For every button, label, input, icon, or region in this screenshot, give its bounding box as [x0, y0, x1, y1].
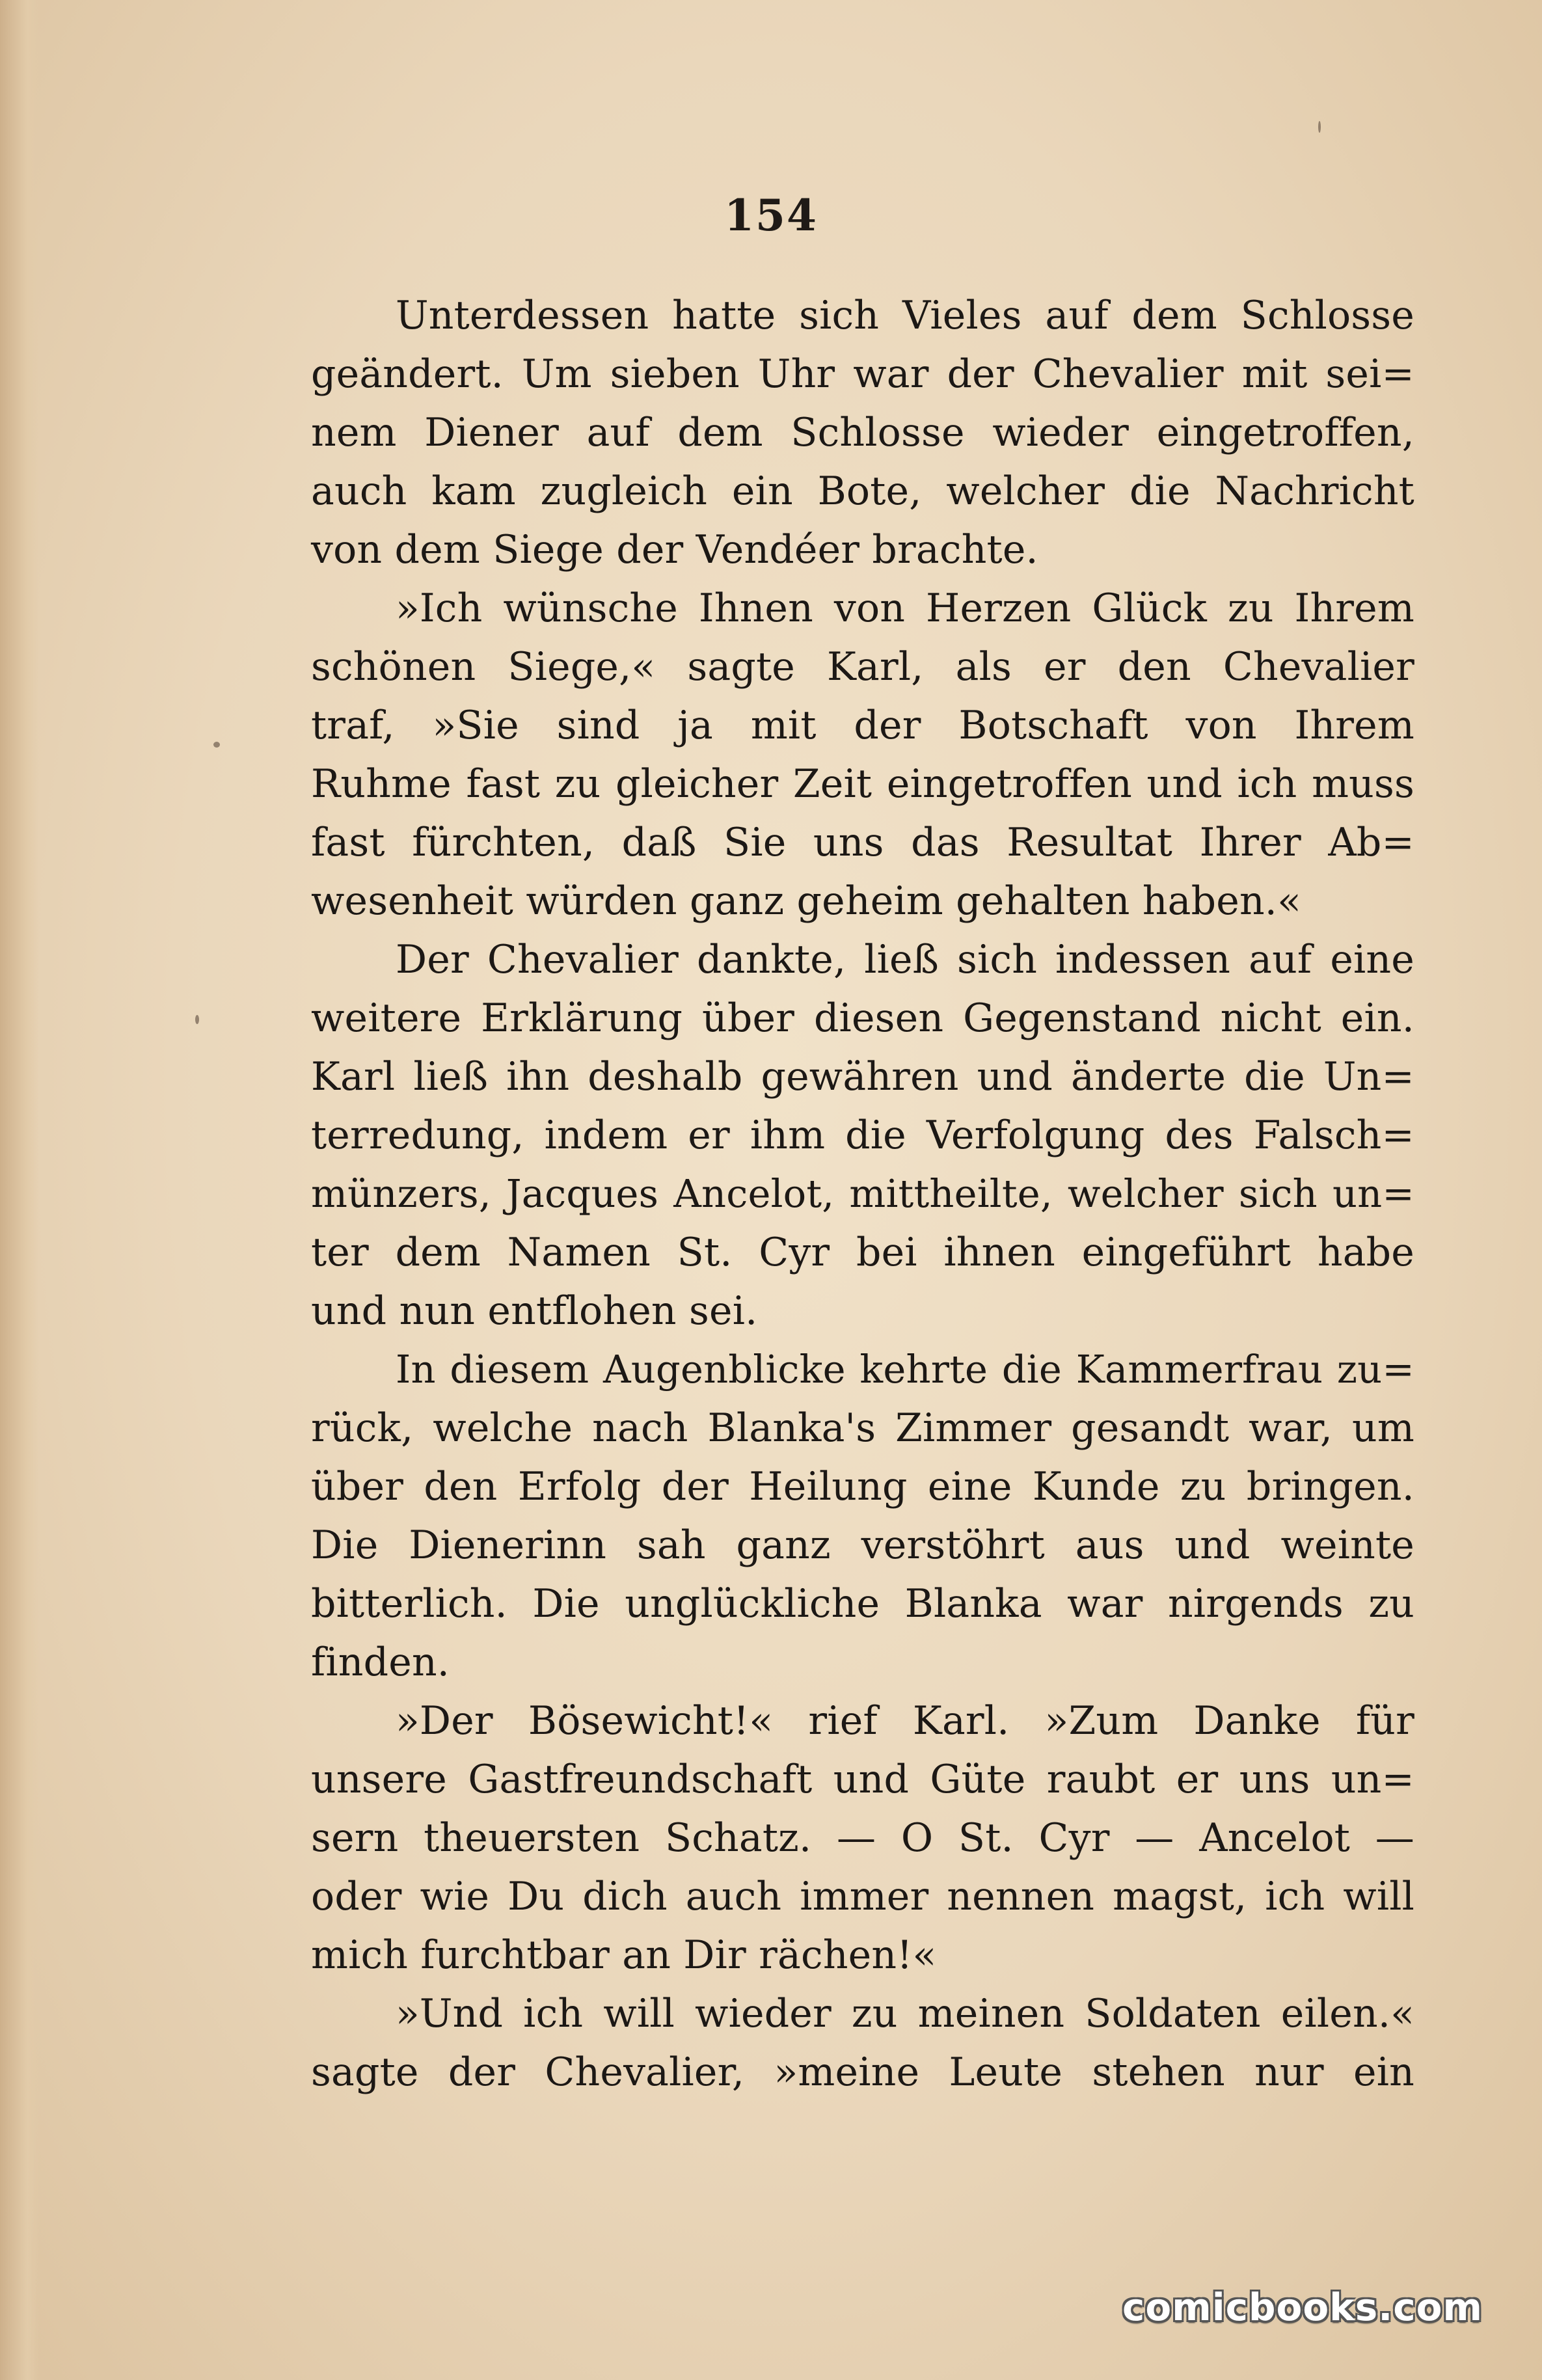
- text-line: sern theuersten Schatz. — O St. Cyr — Ancelot —: [311, 1815, 1414, 1861]
- text-line: bitterlich. Die unglückliche Blanka war nirgends zu: [311, 1581, 1414, 1627]
- text-line: »Der Bösewicht!« rief Karl. »Zum Danke für: [396, 1698, 1414, 1744]
- text-line: sagte der Chevalier, »meine Leute stehen nur ein: [311, 2049, 1414, 2095]
- page-number: 154: [724, 190, 818, 241]
- text-line: nem Diener auf dem Schlosse wieder eingetroffen,: [311, 410, 1414, 455]
- text-line: von dem Siege der Vendéer brachte.: [311, 527, 1038, 573]
- text-line: und nun entflohen sei.: [311, 1288, 758, 1334]
- text-line: traf, »Sie sind ja mit der Botschaft von Ihrem: [311, 703, 1414, 748]
- text-line: unsere Gastfreundschaft und Güte raubt er uns un=: [311, 1757, 1414, 1802]
- page-binding-edge: [0, 0, 39, 2380]
- paper-speck: [195, 1015, 199, 1024]
- text-line: Der Chevalier dankte, ließ sich indessen auf eine: [396, 937, 1414, 982]
- paper-speck: [1318, 121, 1321, 133]
- text-line: münzers, Jacques Ancelot, mittheilte, welcher sich un=: [311, 1171, 1414, 1216]
- text-line: auch kam zugleich ein Bote, welcher die Nachricht: [311, 468, 1414, 514]
- text-line: terredung, indem er ihm die Verfolgung des Falsch=: [311, 1113, 1414, 1158]
- text-line: ter dem Namen St. Cyr bei ihnen eingeführt habe: [311, 1230, 1414, 1275]
- text-line: Unterdessen hatte sich Vieles auf dem Schlosse: [396, 293, 1414, 338]
- text-line: Ruhme fast zu gleicher Zeit eingetroffen und ich muss: [311, 761, 1414, 807]
- text-line: Die Dienerinn sah ganz verstöhrt aus und weinte: [311, 1522, 1414, 1568]
- watermark-logo: comicbooks.com: [1122, 2285, 1483, 2329]
- text-line: Karl ließ ihn deshalb gewähren und änderte die Un=: [311, 1054, 1414, 1100]
- text-line: rück, welche nach Blanka's Zimmer gesandt war, um: [311, 1405, 1414, 1451]
- body-text: [311, 286, 1414, 2102]
- text-line: weitere Erklärung über diesen Gegenstand nicht ein.: [311, 995, 1414, 1041]
- text-line: wesenheit würden ganz geheim gehalten haben.«: [311, 878, 1301, 924]
- text-line: fast fürchten, daß Sie uns das Resultat Ihrer Ab=: [311, 820, 1414, 865]
- text-line: finden.: [311, 1640, 450, 1685]
- text-line: In diesem Augenblicke kehrte die Kammerfrau zu=: [396, 1347, 1414, 1392]
- text-line: oder wie Du dich auch immer nennen magst, ich will: [311, 1874, 1414, 1919]
- text-line: »Ich wünsche Ihnen von Herzen Glück zu Ihrem: [396, 586, 1414, 631]
- paper-speck: [213, 742, 220, 748]
- text-line: geändert. Um sieben Uhr war der Chevalier mit sei=: [311, 351, 1414, 397]
- text-line: über den Erfolg der Heilung eine Kunde zu bringen.: [311, 1464, 1414, 1509]
- text-line: schönen Siege,« sagte Karl, als er den Chevalier: [311, 644, 1414, 690]
- text-line: »Und ich will wieder zu meinen Soldaten eilen.«: [396, 1991, 1414, 2036]
- text-line: mich furchtbar an Dir rächen!«: [311, 1932, 937, 1978]
